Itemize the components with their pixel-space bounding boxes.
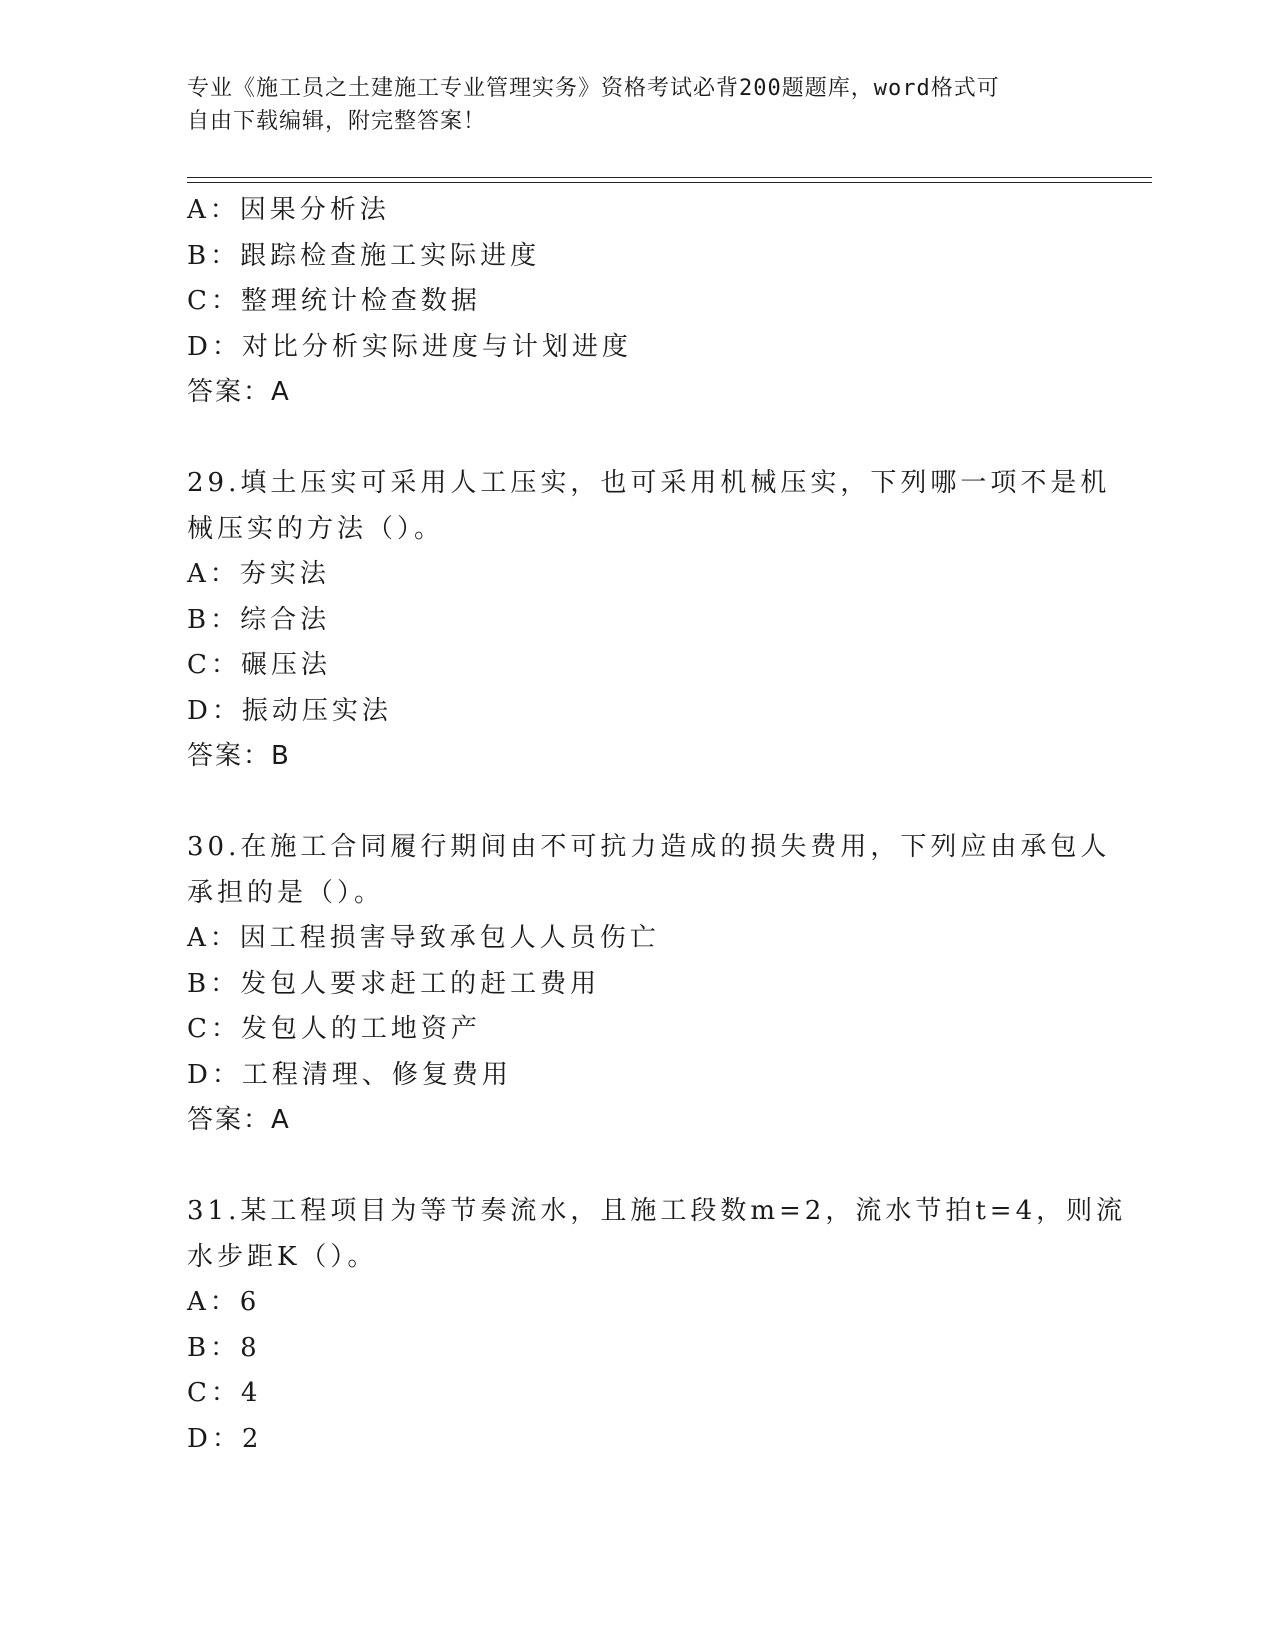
option-b: B：跟踪检查施工实际进度 (187, 240, 541, 271)
question-list (187, 188, 1127, 1462)
question-stem-line-2: 水步距K（）。 (187, 1241, 378, 1272)
option-a: A：6 (187, 1287, 261, 1317)
header-divider-top (187, 177, 1152, 178)
option-a: A：夯实法 (187, 559, 330, 589)
option-c: C：碾压法 (187, 650, 331, 680)
option-b: B：8 (187, 1332, 261, 1363)
answer: 答案：A (187, 1105, 291, 1135)
option-b: B：综合法 (187, 604, 331, 635)
option-c: C：整理统计检查数据 (187, 286, 481, 316)
question-stem-line-2: 械压实的方法（）。 (187, 513, 445, 544)
header-divider-bottom (187, 182, 1152, 183)
question-29 (187, 461, 1111, 780)
header-line-2: 自由下载编辑，附完整答案！ (187, 109, 487, 134)
question-stem-line-1: 29.填土压实可采用人工压实，也可采用机械压实，下列哪一项不是机 (187, 468, 1111, 498)
question-stem-line-1: 31.某工程项目为等节奏流水，且施工段数m=2，流水节拍t=4，则流 (187, 1196, 1127, 1226)
question-30 (187, 825, 1111, 1144)
question-stem-line-1: 30.在施工合同履行期间由不可抗力造成的损失费用，下列应由承包人 (187, 832, 1111, 862)
question-28-partial (187, 188, 1087, 416)
answer: 答案：B (187, 741, 291, 771)
document-header (187, 72, 1067, 138)
option-a: A：因果分析法 (187, 195, 390, 225)
answer: 答案：A (187, 377, 291, 407)
option-d: D：工程清理、修复费用 (187, 1059, 512, 1090)
option-d: D：振动压实法 (187, 695, 392, 726)
option-a: A：因工程损害导致承包人人员伤亡 (187, 923, 660, 953)
option-d: D：对比分析实际进度与计划进度 (187, 331, 632, 362)
question-stem-line-2: 承担的是（）。 (187, 877, 385, 908)
option-c: C：发包人的工地资产 (187, 1014, 481, 1044)
option-c: C：4 (187, 1378, 262, 1408)
question-31 (187, 1189, 1127, 1462)
option-b: B：发包人要求赶工的赶工费用 (187, 968, 601, 999)
option-d: D：2 (187, 1423, 263, 1454)
header-line-1: 专业《施工员之土建施工专业管理实务》资格考试必背200题题库，word格式可 (187, 76, 1000, 101)
